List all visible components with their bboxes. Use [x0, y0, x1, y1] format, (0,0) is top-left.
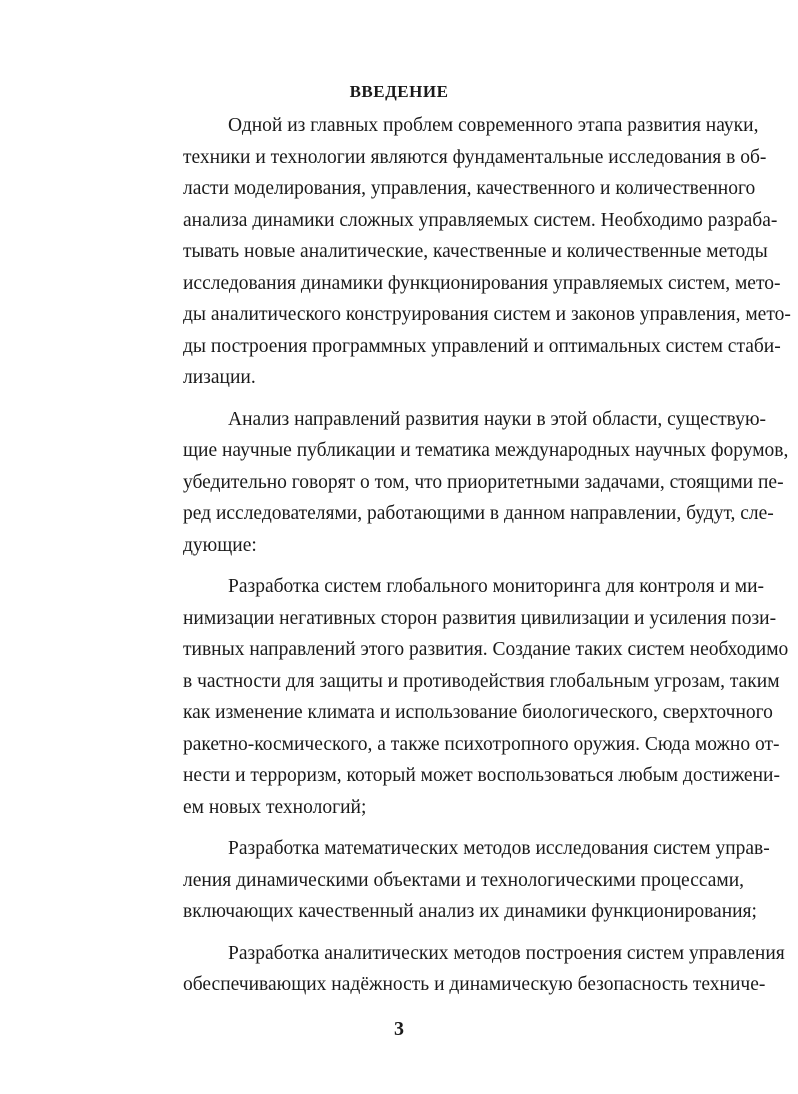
- text-line: тивных направлений этого развития. Создание таких систем необходимо: [183, 639, 789, 660]
- text-line: дующие:: [183, 534, 257, 556]
- body-text: [138, 110, 791, 1011]
- text-line: ракетно-космического, а также психотропного оружия. Сюда можно от-: [183, 733, 780, 755]
- text-line: ды аналитического конструирования систем и законов управления, мето-: [183, 304, 791, 325]
- text-line: нести и терроризм, который может воспользоваться любым достижени-: [183, 765, 780, 786]
- text-line: включающих качественный анализ их динамики функционирования;: [183, 901, 757, 922]
- text-line: ды построения программных управлений и оптимальных систем стаби-: [183, 335, 781, 357]
- text-line: как изменение климата и использование биологического, сверхточного: [183, 702, 773, 723]
- text-line: ласти моделирования, управления, качественного и количественного: [183, 178, 756, 199]
- page-number: 3: [394, 1018, 404, 1040]
- text-line: Разработка систем глобального мониторинга для контроля и ми-: [228, 576, 765, 597]
- text-line: убедительно говорят о том, что приоритетными задачами, стоящими пе-: [183, 471, 784, 493]
- text-line: в частности для защиты и противодействия глобальным угрозам, таким: [183, 670, 780, 692]
- paragraph-4: [138, 833, 770, 928]
- text-line: тывать новые аналитические, качественные и количественные методы: [183, 241, 768, 262]
- text-line: щие научные публикации и тематика международных научных форумов,: [183, 440, 789, 461]
- paragraph-1: [138, 110, 791, 394]
- text-line: Анализ направлений развития науки в этой области, существую-: [228, 408, 767, 430]
- text-line: ления динамическими объектами и технологическими процессами,: [183, 869, 745, 891]
- text-line: Разработка математических методов исследования систем управ-: [228, 838, 770, 859]
- page-title: ВВЕДЕНИЕ: [349, 82, 449, 101]
- text-line: ред исследователями, работающими в данном направлении, будут, сле-: [183, 503, 774, 524]
- text-line: анализа динамики сложных управляемых систем. Необходимо разраба-: [183, 209, 778, 231]
- text-line: лизации.: [183, 367, 256, 388]
- text-line: Одной из главных проблем современного этапа развития науки,: [228, 115, 759, 136]
- paragraph-3: [138, 571, 789, 823]
- paragraph-5: [138, 938, 785, 1001]
- text-line: Разработка аналитических методов построения систем управления: [228, 942, 785, 964]
- text-line: ем новых технологий;: [183, 796, 367, 818]
- text-line: техники и технологии являются фундаментальные исследования в об-: [183, 146, 767, 168]
- text-line: обеспечивающих надёжность и динамическую безопасность техниче-: [183, 974, 766, 995]
- text-line: нимизации негативных сторон развития цивилизации и усиления пози-: [183, 607, 777, 629]
- paragraph-2: [138, 404, 789, 562]
- text-line: исследования динамики функционирования управляемых систем, мето-: [183, 272, 781, 294]
